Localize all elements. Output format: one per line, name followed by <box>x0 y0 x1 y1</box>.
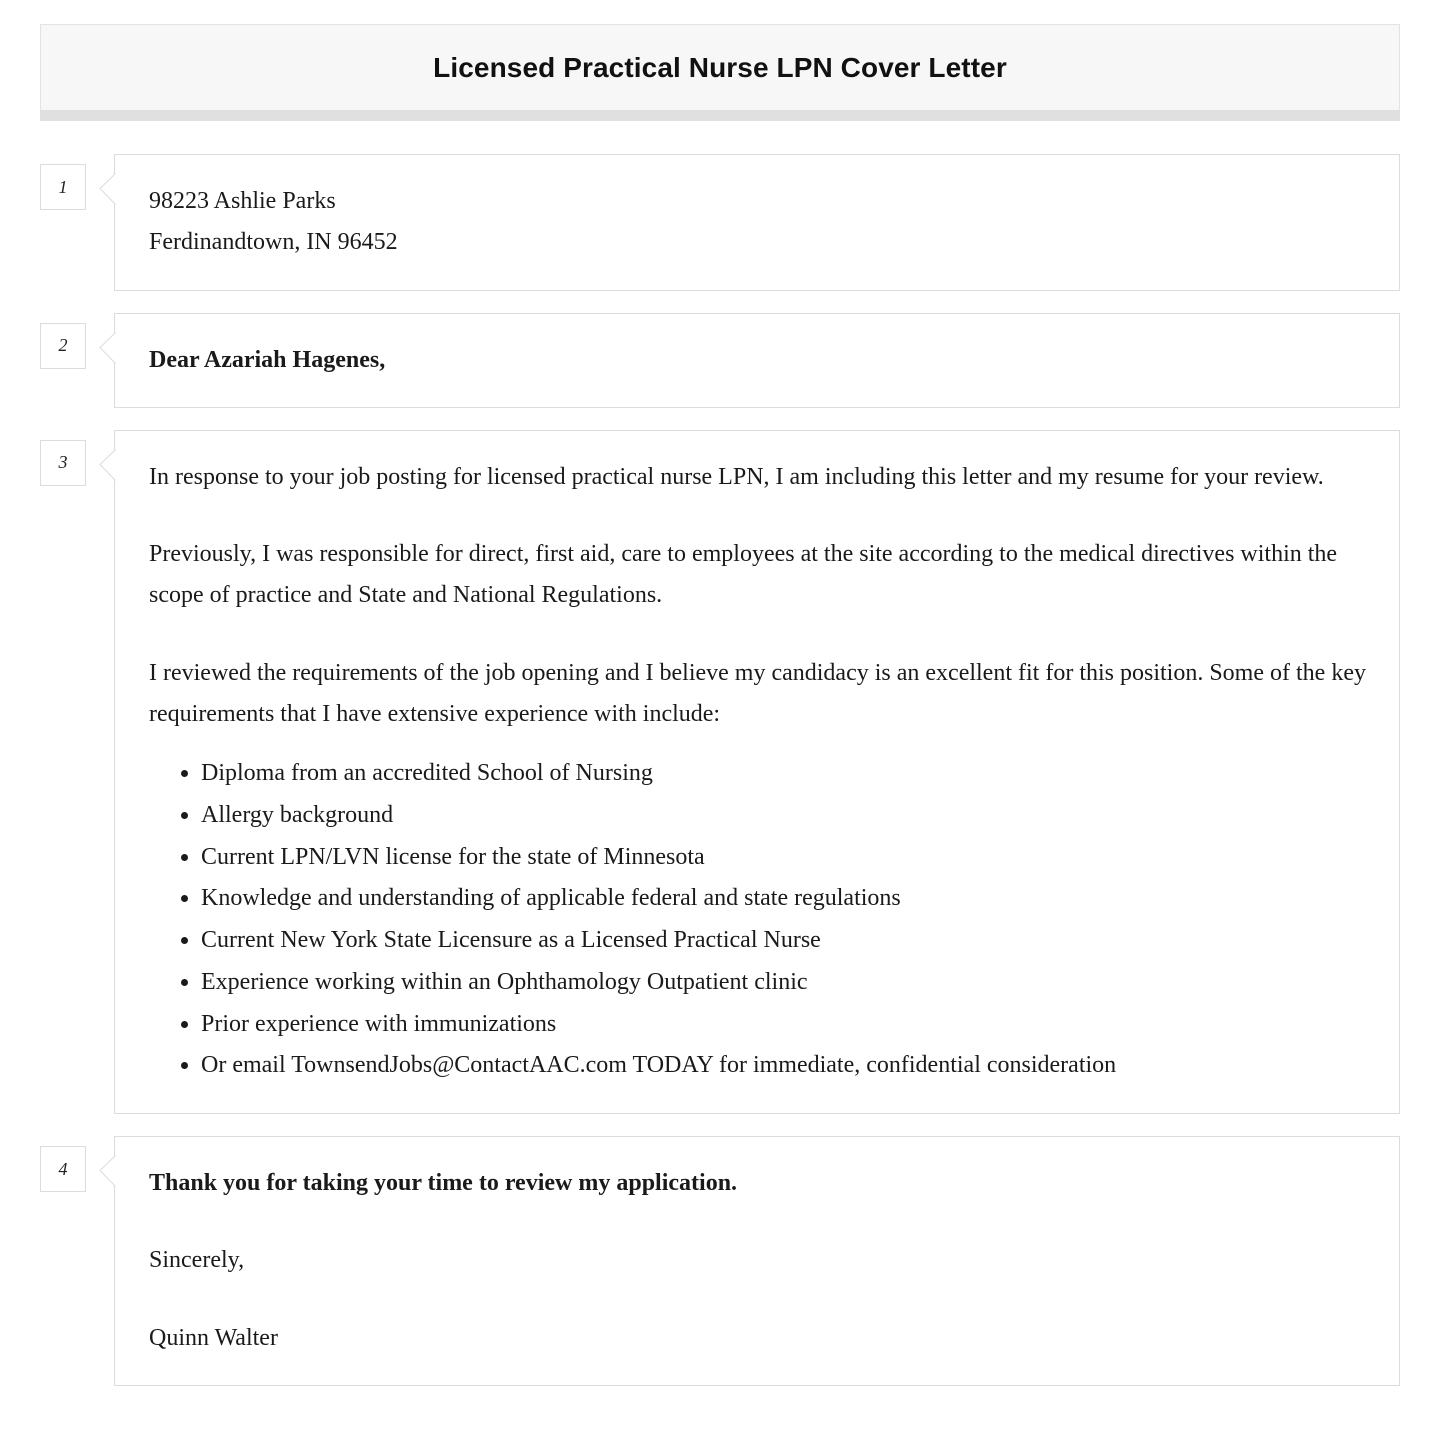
body-paragraph: Previously, I was responsible for direct, first aid, care to employees at the site according to the medical directives within the scope of practice and State and National Regulations. <box>149 541 1338 609</box>
section-number-badge[interactable] <box>40 164 86 210</box>
cover-letter-page <box>0 24 1440 1386</box>
section-card[interactable] <box>114 1136 1400 1386</box>
list-item: • Or email TownsendJobs@ContactAAC.com TODAY for immediate, confidential consideration <box>201 1045 1369 1087</box>
list-item: • Current New York State Licensure as a Licensed Practical Nurse <box>201 920 1369 962</box>
section-card[interactable] <box>114 154 1400 291</box>
card-notch-icon <box>99 332 116 364</box>
section-sender-address <box>40 154 1400 291</box>
section-card[interactable] <box>114 430 1400 1114</box>
list-item: • Prior experience with immunizations <box>201 1004 1369 1046</box>
address-line-2: Ferdinandtown, IN 96452 <box>149 229 398 256</box>
section-number-badge[interactable] <box>40 323 86 369</box>
closing-thanks: Thank you for taking your time to review my application. <box>149 1170 738 1197</box>
section-number-badge[interactable] <box>40 1146 86 1192</box>
list-item: • Diploma from an accredited School of Nursing <box>201 753 1369 795</box>
closing-signature: Quinn Walter <box>149 1324 278 1351</box>
list-item: • Current LPN/LVN license for the state of Minnesota <box>201 837 1369 879</box>
list-item: • Knowledge and understanding of applicable federal and state regulations <box>201 878 1369 920</box>
salutation-text: Dear Azariah Hagenes, <box>149 346 386 373</box>
address-line-1: 98223 Ashlie Parks <box>149 188 336 214</box>
list-item: • Experience working within an Ophthamology Outpatient clinic <box>201 962 1369 1004</box>
card-notch-icon <box>99 1155 116 1187</box>
section-number-label: 1 <box>58 176 68 197</box>
card-notch-icon <box>99 449 116 481</box>
section-number-label: 3 <box>58 452 68 473</box>
closing-signoff: Sincerely, <box>149 1247 245 1274</box>
section-body <box>40 430 1400 1114</box>
section-salutation <box>40 313 1400 408</box>
section-closing <box>40 1136 1400 1386</box>
requirements-list <box>149 753 1369 1087</box>
section-card[interactable] <box>114 313 1400 408</box>
section-number-label: 4 <box>58 1158 68 1179</box>
body-paragraph: In response to your job posting for licensed practical nurse LPN, I am including this letter and my resume for your review. <box>149 463 1324 490</box>
header-divider-bar <box>40 110 1400 121</box>
list-item: • Allergy background <box>201 795 1369 837</box>
letter-sections <box>0 154 1440 1386</box>
page-title: Licensed Practical Nurse LPN Cover Letter <box>433 51 1007 83</box>
document-header <box>40 24 1400 110</box>
body-paragraph: I reviewed the requirements of the job opening and I believe my candidacy is an excellent fit for this position. Some of the key requirements that I have extensive experience with include: <box>149 659 1366 727</box>
section-number-label: 2 <box>58 335 68 356</box>
card-notch-icon <box>99 173 116 205</box>
section-number-badge[interactable] <box>40 440 86 486</box>
